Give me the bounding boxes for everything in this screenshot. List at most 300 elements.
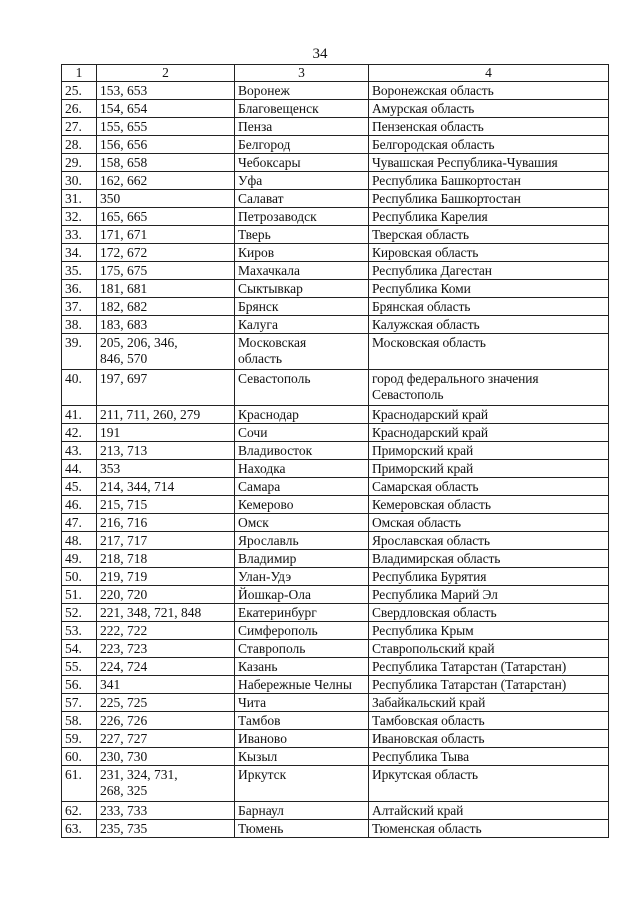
region-line: Ярославская область <box>372 533 490 548</box>
code-line: 341 <box>100 677 121 692</box>
city-cell <box>235 640 369 658</box>
region-cell <box>369 370 609 406</box>
table-row <box>62 136 609 154</box>
region-cell <box>369 316 609 334</box>
city-line: Улан-Удэ <box>238 569 292 584</box>
row-number: 29. <box>62 154 97 172</box>
row-number: 44. <box>62 460 97 478</box>
city-line: Кызыл <box>238 749 278 764</box>
table-row <box>62 820 609 838</box>
region-cell <box>369 136 609 154</box>
city-cell <box>235 442 369 460</box>
city-cell <box>235 334 369 370</box>
city-cell <box>235 262 369 280</box>
city-cell <box>235 100 369 118</box>
code-line: 220, 720 <box>100 587 148 602</box>
region-cell <box>369 550 609 568</box>
region-line: Приморский край <box>372 461 474 476</box>
codes-cell <box>97 100 235 118</box>
region-line: Алтайский край <box>372 803 464 818</box>
code-line: 153, 653 <box>100 83 148 98</box>
table-row <box>62 226 609 244</box>
table-row <box>62 118 609 136</box>
table-row <box>62 460 609 478</box>
table-row <box>62 550 609 568</box>
region-line: Чувашская Республика-Чувашия <box>372 155 558 170</box>
region-cell <box>369 694 609 712</box>
code-line: 172, 672 <box>100 245 148 260</box>
city-cell <box>235 82 369 100</box>
region-line: город федерального значения <box>372 371 539 386</box>
code-line: 155, 655 <box>100 119 148 134</box>
code-line: 154, 654 <box>100 101 148 116</box>
row-number: 49. <box>62 550 97 568</box>
region-line: Республика Башкортостан <box>372 173 521 188</box>
city-cell <box>235 370 369 406</box>
table-row <box>62 316 609 334</box>
table-row <box>62 406 609 424</box>
region-line: Республика Марий Эл <box>372 587 498 602</box>
row-number: 30. <box>62 172 97 190</box>
code-line: 219, 719 <box>100 569 148 584</box>
codes-cell <box>97 514 235 532</box>
table-row <box>62 244 609 262</box>
codes-cell <box>97 82 235 100</box>
row-number: 32. <box>62 208 97 226</box>
city-cell <box>235 586 369 604</box>
row-number: 38. <box>62 316 97 334</box>
table-row <box>62 712 609 730</box>
city-line: Ставрополь <box>238 641 306 656</box>
city-cell <box>235 550 369 568</box>
region-cell <box>369 226 609 244</box>
city-line: Калуга <box>238 317 278 332</box>
table-row <box>62 586 609 604</box>
city-line: Иваново <box>238 731 287 746</box>
code-line: 225, 725 <box>100 695 148 710</box>
city-cell <box>235 694 369 712</box>
code-line: 165, 665 <box>100 209 148 224</box>
region-line: Республика Татарстан (Татарстан) <box>372 659 567 674</box>
registry-table <box>61 64 609 838</box>
code-line: 235, 735 <box>100 821 148 836</box>
codes-cell <box>97 280 235 298</box>
code-line: 175, 675 <box>100 263 148 278</box>
codes-cell <box>97 766 235 802</box>
region-cell <box>369 478 609 496</box>
city-line: Махачкала <box>238 263 301 278</box>
region-cell <box>369 658 609 676</box>
codes-cell <box>97 154 235 172</box>
city-cell <box>235 676 369 694</box>
city-line: Чебоксары <box>238 155 301 170</box>
row-number: 63. <box>62 820 97 838</box>
city-line: Находка <box>238 461 286 476</box>
code-line: 182, 682 <box>100 299 148 314</box>
code-line: 156, 656 <box>100 137 148 152</box>
region-cell <box>369 586 609 604</box>
region-cell <box>369 82 609 100</box>
region-cell <box>369 496 609 514</box>
row-number: 40. <box>62 370 97 406</box>
row-number: 46. <box>62 496 97 514</box>
region-line: Севастополь <box>372 387 444 402</box>
city-line: Самара <box>238 479 281 494</box>
header-row <box>62 65 609 82</box>
region-cell <box>369 532 609 550</box>
codes-cell <box>97 298 235 316</box>
region-line: Свердловская область <box>372 605 497 620</box>
region-cell <box>369 172 609 190</box>
region-cell <box>369 730 609 748</box>
table-row <box>62 568 609 586</box>
city-line: Казань <box>238 659 278 674</box>
region-cell <box>369 244 609 262</box>
table-row <box>62 604 609 622</box>
code-line: 217, 717 <box>100 533 148 548</box>
city-line: Петрозаводск <box>238 209 317 224</box>
city-line: Тамбов <box>238 713 281 728</box>
row-number: 36. <box>62 280 97 298</box>
region-line: Приморский край <box>372 443 474 458</box>
header-col-3: 3 <box>235 65 369 82</box>
codes-cell <box>97 460 235 478</box>
codes-cell <box>97 478 235 496</box>
table-row <box>62 748 609 766</box>
region-cell <box>369 712 609 730</box>
region-cell <box>369 190 609 208</box>
code-line: 181, 681 <box>100 281 148 296</box>
region-line: Забайкальский край <box>372 695 486 710</box>
city-cell <box>235 424 369 442</box>
region-cell <box>369 424 609 442</box>
region-line: Республика Тыва <box>372 749 469 764</box>
table-row <box>62 154 609 172</box>
region-line: Владимирская область <box>372 551 501 566</box>
city-line: Воронеж <box>238 83 290 98</box>
codes-cell <box>97 118 235 136</box>
city-cell <box>235 532 369 550</box>
codes-cell <box>97 748 235 766</box>
region-line: Амурская область <box>372 101 475 116</box>
city-cell <box>235 802 369 820</box>
code-line: 221, 348, 721, 848 <box>100 605 202 620</box>
page-number: 34 <box>312 46 328 62</box>
codes-cell <box>97 694 235 712</box>
row-number: 39. <box>62 334 97 370</box>
table-row <box>62 730 609 748</box>
codes-cell <box>97 244 235 262</box>
city-cell <box>235 604 369 622</box>
code-line: 350 <box>100 191 121 206</box>
city-line: Салават <box>238 191 284 206</box>
row-number: 37. <box>62 298 97 316</box>
region-line: Республика Крым <box>372 623 474 638</box>
code-line: 216, 716 <box>100 515 148 530</box>
city-cell <box>235 730 369 748</box>
city-cell <box>235 460 369 478</box>
table-row <box>62 208 609 226</box>
city-cell <box>235 316 369 334</box>
codes-cell <box>97 730 235 748</box>
code-line: 230, 730 <box>100 749 148 764</box>
city-line: Иркутск <box>238 767 287 782</box>
table-row <box>62 514 609 532</box>
code-line: 846, 570 <box>100 351 148 366</box>
header-col-1: 1 <box>62 65 97 82</box>
code-line: 213, 713 <box>100 443 148 458</box>
city-line: Набережные Челны <box>238 677 352 692</box>
region-line: Республика Карелия <box>372 209 488 224</box>
table-row <box>62 622 609 640</box>
codes-cell <box>97 334 235 370</box>
row-number: 60. <box>62 748 97 766</box>
row-number: 26. <box>62 100 97 118</box>
codes-cell <box>97 640 235 658</box>
table-body <box>62 82 609 838</box>
codes-cell <box>97 370 235 406</box>
region-cell <box>369 802 609 820</box>
city-line: Московская <box>238 335 307 350</box>
table-row <box>62 496 609 514</box>
city-cell <box>235 226 369 244</box>
region-line: Республика Дагестан <box>372 263 492 278</box>
table-row <box>62 298 609 316</box>
row-number: 57. <box>62 694 97 712</box>
city-line: Пенза <box>238 119 273 134</box>
city-line: Брянск <box>238 299 279 314</box>
codes-cell <box>97 676 235 694</box>
city-line: Благовещенск <box>238 101 319 116</box>
code-line: 231, 324, 731, <box>100 767 178 782</box>
row-number: 41. <box>62 406 97 424</box>
row-number: 43. <box>62 442 97 460</box>
city-line: Сыктывкар <box>238 281 303 296</box>
region-cell <box>369 298 609 316</box>
city-cell <box>235 172 369 190</box>
city-cell <box>235 748 369 766</box>
region-line: Иркутская область <box>372 767 478 782</box>
region-line: Воронежская область <box>372 83 494 98</box>
row-number: 28. <box>62 136 97 154</box>
row-number: 62. <box>62 802 97 820</box>
region-line: Ставропольский край <box>372 641 495 656</box>
row-number: 35. <box>62 262 97 280</box>
city-line: Краснодар <box>238 407 299 422</box>
city-line: Уфа <box>238 173 263 188</box>
table-row <box>62 478 609 496</box>
code-line: 218, 718 <box>100 551 148 566</box>
region-line: Самарская область <box>372 479 479 494</box>
city-cell <box>235 712 369 730</box>
row-number: 42. <box>62 424 97 442</box>
row-number: 56. <box>62 676 97 694</box>
table-row <box>62 334 609 370</box>
region-cell <box>369 676 609 694</box>
region-cell <box>369 154 609 172</box>
codes-cell <box>97 226 235 244</box>
codes-cell <box>97 208 235 226</box>
region-line: Республика Татарстан (Татарстан) <box>372 677 567 692</box>
city-line: Симферополь <box>238 623 318 638</box>
code-line: 224, 724 <box>100 659 148 674</box>
table-row <box>62 100 609 118</box>
city-line: Чита <box>238 695 267 710</box>
city-line: Тверь <box>238 227 271 242</box>
row-number: 45. <box>62 478 97 496</box>
region-line: Пензенская область <box>372 119 484 134</box>
codes-cell <box>97 550 235 568</box>
city-cell <box>235 766 369 802</box>
region-line: Республика Башкортостан <box>372 191 521 206</box>
codes-cell <box>97 136 235 154</box>
region-line: Тамбовская область <box>372 713 485 728</box>
row-number: 52. <box>62 604 97 622</box>
code-line: 214, 344, 714 <box>100 479 175 494</box>
region-cell <box>369 280 609 298</box>
row-number: 33. <box>62 226 97 244</box>
table-row <box>62 766 609 802</box>
header-col-2: 2 <box>97 65 235 82</box>
region-line: Московская область <box>372 335 486 350</box>
region-line: Краснодарский край <box>372 407 489 422</box>
row-number: 61. <box>62 766 97 802</box>
region-cell <box>369 748 609 766</box>
region-line: Тюменская область <box>372 821 482 836</box>
city-line: Владивосток <box>238 443 313 458</box>
region-line: Белгородская область <box>372 137 495 152</box>
row-number: 53. <box>62 622 97 640</box>
codes-cell <box>97 172 235 190</box>
codes-cell <box>97 532 235 550</box>
row-number: 55. <box>62 658 97 676</box>
codes-cell <box>97 604 235 622</box>
table-header <box>62 65 609 82</box>
region-cell <box>369 820 609 838</box>
row-number: 58. <box>62 712 97 730</box>
row-number: 34. <box>62 244 97 262</box>
table-row <box>62 190 609 208</box>
city-cell <box>235 154 369 172</box>
table-row <box>62 532 609 550</box>
code-line: 162, 662 <box>100 173 148 188</box>
region-cell <box>369 640 609 658</box>
codes-cell <box>97 496 235 514</box>
code-line: 211, 711, 260, 279 <box>100 407 201 422</box>
codes-cell <box>97 802 235 820</box>
city-cell <box>235 406 369 424</box>
region-line: Кировская область <box>372 245 479 260</box>
city-cell <box>235 118 369 136</box>
row-number: 48. <box>62 532 97 550</box>
city-cell <box>235 514 369 532</box>
city-line: Екатеринбург <box>238 605 317 620</box>
city-cell <box>235 658 369 676</box>
codes-cell <box>97 406 235 424</box>
row-number: 59. <box>62 730 97 748</box>
header-col-4: 4 <box>369 65 609 82</box>
city-cell <box>235 478 369 496</box>
region-line: Калужская область <box>372 317 480 332</box>
region-cell <box>369 334 609 370</box>
table-row <box>62 280 609 298</box>
city-cell <box>235 208 369 226</box>
codes-cell <box>97 568 235 586</box>
region-cell <box>369 604 609 622</box>
region-line: Омская область <box>372 515 461 530</box>
row-number: 25. <box>62 82 97 100</box>
region-cell <box>369 514 609 532</box>
city-line: Тюмень <box>238 821 284 836</box>
table-row <box>62 424 609 442</box>
codes-cell <box>97 658 235 676</box>
codes-cell <box>97 424 235 442</box>
row-number: 47. <box>62 514 97 532</box>
row-number: 50. <box>62 568 97 586</box>
region-cell <box>369 622 609 640</box>
codes-cell <box>97 622 235 640</box>
code-line: 205, 206, 346, <box>100 335 178 350</box>
table-row <box>62 658 609 676</box>
region-line: Республика Коми <box>372 281 471 296</box>
code-line: 353 <box>100 461 121 476</box>
code-line: 158, 658 <box>100 155 148 170</box>
table-row <box>62 262 609 280</box>
region-cell <box>369 118 609 136</box>
table-row <box>62 676 609 694</box>
city-cell <box>235 496 369 514</box>
region-cell <box>369 406 609 424</box>
table-row <box>62 640 609 658</box>
city-line: область <box>238 351 283 366</box>
city-line: Кемерово <box>238 497 294 512</box>
region-line: Брянская область <box>372 299 471 314</box>
region-cell <box>369 100 609 118</box>
region-cell <box>369 766 609 802</box>
region-line: Республика Бурятия <box>372 569 487 584</box>
code-line: 226, 726 <box>100 713 148 728</box>
region-line: Кемеровская область <box>372 497 491 512</box>
city-cell <box>235 820 369 838</box>
table-row <box>62 802 609 820</box>
city-line: Сочи <box>238 425 268 440</box>
city-cell <box>235 190 369 208</box>
codes-cell <box>97 586 235 604</box>
region-line: Тверская область <box>372 227 469 242</box>
region-cell <box>369 208 609 226</box>
city-line: Белгород <box>238 137 291 152</box>
code-line: 222, 722 <box>100 623 148 638</box>
table-row <box>62 370 609 406</box>
region-line: Краснодарский край <box>372 425 489 440</box>
region-line: Ивановская область <box>372 731 485 746</box>
region-cell <box>369 460 609 478</box>
table-row <box>62 172 609 190</box>
city-line: Ярославль <box>238 533 299 548</box>
city-line: Йошкар-Ола <box>238 587 311 602</box>
code-line: 215, 715 <box>100 497 148 512</box>
codes-cell <box>97 442 235 460</box>
city-line: Севастополь <box>238 371 311 386</box>
city-cell <box>235 622 369 640</box>
region-cell <box>369 568 609 586</box>
city-cell <box>235 244 369 262</box>
city-cell <box>235 568 369 586</box>
city-line: Барнаул <box>238 803 284 818</box>
codes-cell <box>97 820 235 838</box>
table-row <box>62 442 609 460</box>
codes-cell <box>97 712 235 730</box>
